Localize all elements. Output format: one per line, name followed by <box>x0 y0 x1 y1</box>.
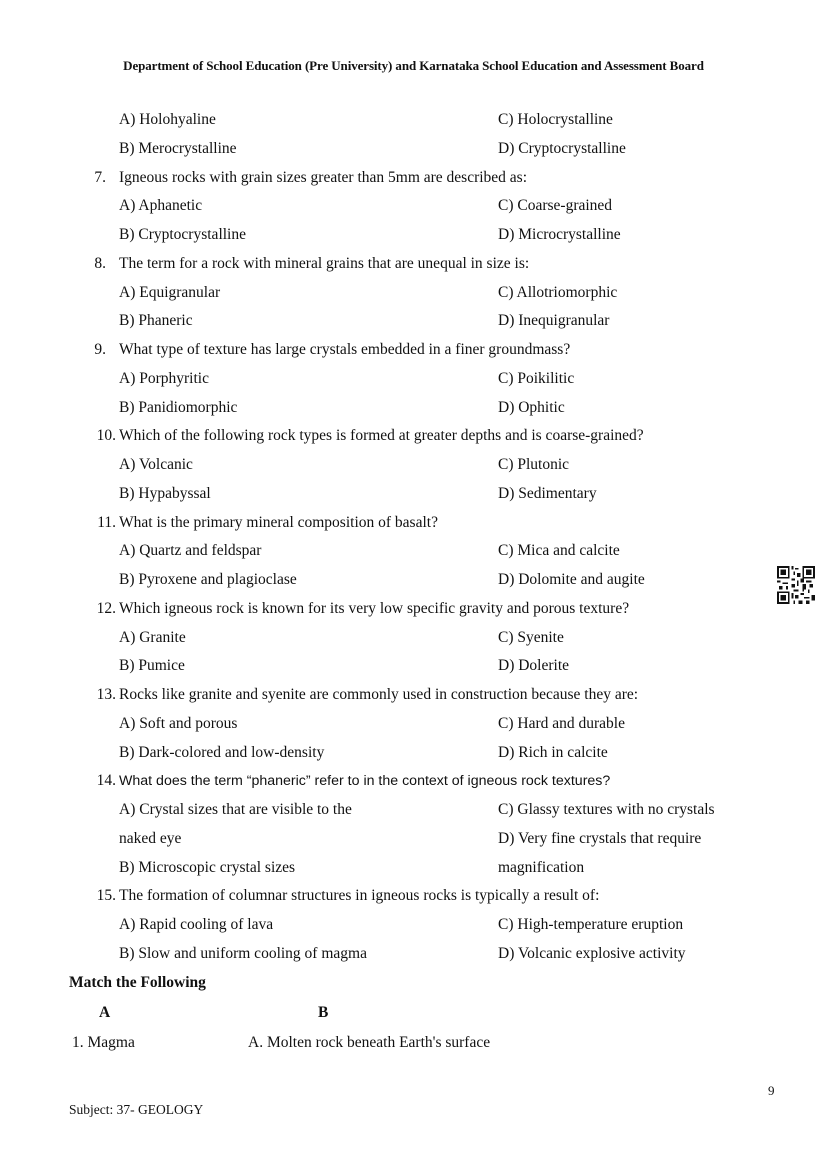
qr-code-icon <box>776 566 816 604</box>
question-text: What is the primary mineral composition of basalt? <box>119 514 438 531</box>
option-c: C) Allotriomorphic <box>498 284 618 301</box>
option-a: A) Porphyritic <box>119 370 209 387</box>
option-c: C) Poikilitic <box>498 370 575 387</box>
option-a-line2: naked eye <box>119 830 182 847</box>
option-b: B) Slow and uniform cooling of magma <box>119 945 367 962</box>
option-c: C) Mica and calcite <box>498 542 620 559</box>
option-d: D) Ophitic <box>498 399 565 416</box>
match-row-1-a: 1. Magma <box>72 1034 135 1051</box>
question-number: 9. <box>94 341 106 358</box>
option-a: A) Aphanetic <box>119 197 203 214</box>
option-b: B) Hypabyssal <box>119 485 211 502</box>
question-number: 11. <box>97 514 116 531</box>
option-c: C) Hard and durable <box>498 715 625 732</box>
option-b: B) Dark-colored and low-density <box>119 744 325 761</box>
option-b: B) Pyroxene and plagioclase <box>119 571 297 588</box>
question-number: 7. <box>94 169 106 186</box>
q6-option-b: B) Merocrystalline <box>119 140 237 157</box>
option-c: C) Coarse-grained <box>498 197 613 214</box>
q6-option-c: C) Holocrystalline <box>498 111 613 128</box>
option-a: A) Granite <box>119 629 186 646</box>
option-a: A) Rapid cooling of lava <box>119 916 274 933</box>
option-a-line1: A) Crystal sizes that are visible to the <box>119 801 352 818</box>
option-c: C) Plutonic <box>498 456 570 473</box>
question-number: 12. <box>96 600 116 617</box>
page-footer-subject: Subject: 37- GEOLOGY <box>69 1102 204 1117</box>
option-d: D) Rich in calcite <box>498 744 608 761</box>
question-number: 8. <box>94 255 106 272</box>
option-c: C) Glassy textures with no crystals <box>498 801 715 818</box>
option-b: B) Pumice <box>119 657 185 674</box>
question-text: The formation of columnar structures in igneous rocks is typically a result of: <box>119 887 600 904</box>
option-a: A) Volcanic <box>119 456 193 473</box>
option-b: B) Phaneric <box>119 312 193 329</box>
q6-option-d: D) Cryptocrystalline <box>498 140 626 157</box>
option-d: D) Volcanic explosive activity <box>498 945 686 962</box>
question-number: 14. <box>96 772 116 789</box>
question-text: Which igneous rock is known for its very low specific gravity and porous texture? <box>119 600 630 617</box>
option-a: A) Soft and porous <box>119 715 238 732</box>
q6-option-a: A) Holohyaline <box>119 111 216 128</box>
option-d-line1: D) Very fine crystals that require <box>498 830 702 847</box>
option-d-line2: magnification <box>498 859 585 876</box>
option-c: C) Syenite <box>498 629 564 646</box>
option-d: D) Sedimentary <box>498 485 597 502</box>
question-text: Igneous rocks with grain sizes greater than 5mm are described as: <box>119 169 528 186</box>
question-number: 10. <box>96 427 116 444</box>
option-d: D) Dolomite and augite <box>498 571 645 588</box>
question-text: Rocks like granite and syenite are commonly used in construction because they are: <box>119 686 639 703</box>
question-text: What type of texture has large crystals embedded in a finer groundmass? <box>119 341 571 358</box>
option-d: D) Dolerite <box>498 657 570 674</box>
question-text: What does the term “phaneric” refer to in the context of igneous rock textures? <box>119 773 611 789</box>
match-column-a-heading: A <box>99 1004 111 1021</box>
question-number: 13. <box>96 686 116 703</box>
option-b: B) Panidiomorphic <box>119 399 238 416</box>
option-d: D) Microcrystalline <box>498 226 621 243</box>
option-a: A) Equigranular <box>119 284 221 301</box>
match-row-1-b: A. Molten rock beneath Earth's surface <box>248 1034 491 1051</box>
option-d: D) Inequigranular <box>498 312 610 329</box>
question-number: 15. <box>96 887 116 904</box>
question-text: The term for a rock with mineral grains that are unequal in size is: <box>119 255 530 272</box>
page-number: 9 <box>768 1083 775 1098</box>
match-column-b-heading: B <box>318 1004 329 1021</box>
option-b: B) Cryptocrystalline <box>119 226 246 243</box>
question-text: Which of the following rock types is formed at greater depths and is coarse-grained? <box>119 427 644 444</box>
match-section-title: Match the Following <box>69 974 206 991</box>
option-c: C) High-temperature eruption <box>498 916 684 933</box>
option-b: B) Microscopic crystal sizes <box>119 859 296 876</box>
page-header: Department of School Education (Pre University) and Karnataka School Education and Assessment Board <box>123 58 704 73</box>
option-a: A) Quartz and feldspar <box>119 542 262 559</box>
